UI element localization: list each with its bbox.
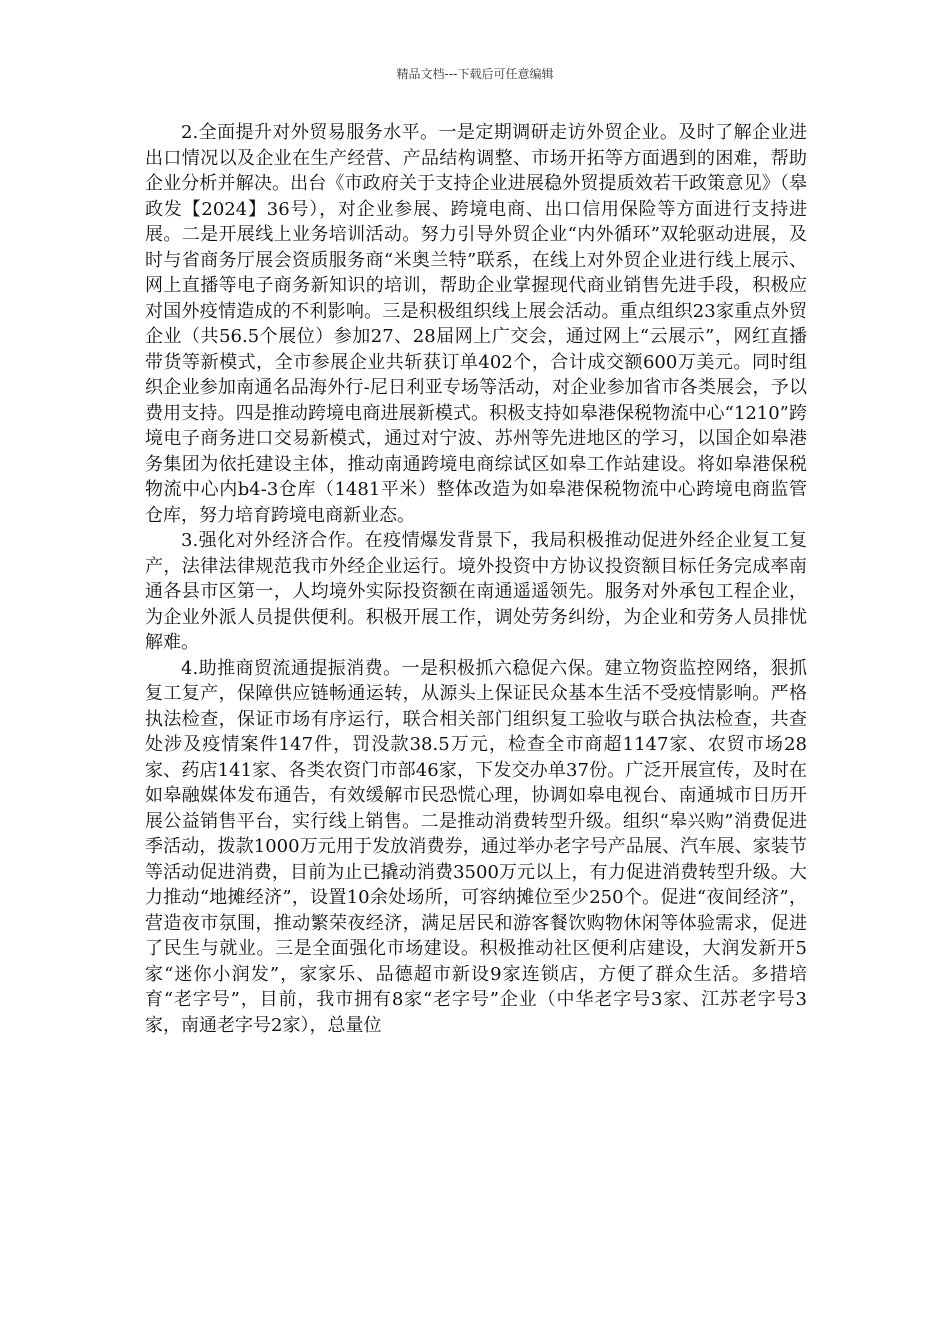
document-body: [145, 120, 807, 1038]
page-header: 精品文档---下载后可任意编辑: [396, 67, 554, 81]
paragraph-foreign-trade-services: 2.全面提升对外贸易服务水平。一是定期调研走访外贸企业。及时了解企业进出口情况以及企业在生产经营、产品结构调整、市场开拓等方面遇到的困难，帮助企业分析并解决。出台《市政府关于支持企业进展稳外贸提质效若干政策意见》（皋政发【2024】36号），对企业参展、跨境电商、出口信用保险等方面进行支持进展。二是开展线上业务培训活动。努力引导外贸企业“内外循环”双轮驱动进展，及时与省商务厅展会资质服务商“米奥兰特”联系，在线上对外贸企业进行线上展示、网上直播等电子商务新知识的培训，帮助企业掌握现代商业销售先进手段，积极应对国外疫情造成的不利影响。三是积极组织线上展会活动。重点组织23家重点外贸企业（共56.5个展位）参加27、28届网上广交会，通过网上“云展示”，网红直播带货等新模式，全市参展企业共斩获订单402个，合计成交额600万美元。同时组织企业参加南通名品海外行-尼日利亚专场等活动，对企业参加省市各类展会，予以费用支持。四是推动跨境电商进展新模式。积极支持如皋港保税物流中心“1210”跨境电子商务进口交易新模式，通过对宁波、苏州等先进地区的学习，以国企如皋港务集团为依托建设主体，推动南通跨境电商综试区如皋工作站建设。将如皋港保税物流中心内b4-3仓库（1481平米）整体改造为如皋港保税物流中心跨境电商监管仓库，努力培育跨境电商新业态。: [145, 122, 807, 526]
paragraph-external-cooperation: 3.强化对外经济合作。在疫情爆发背景下，我局积极推动促进外经企业复工复产，法律法律规范我市外经企业运行。境外投资中方协议投资额目标任务完成率南通各县市区第一，人均境外实际投资额在南通遥遥领先。服务对外承包工程企业，为企业外派人员提供便利。积极开展工作，调处劳务纠纷，为企业和劳务人员排忧解难。: [145, 530, 807, 653]
paragraph-commerce-consumption: 4.助推商贸流通提振消费。一是积极抓六稳促六保。建立物资监控网络，狠抓复工复产，保障供应链畅通运转，从源头上保证民众基本生活不受疫情影响。严格执法检查，保证市场有序运行，联合相关部门组织复工验收与联合执法检查，共查处涉及疫情案件147件，罚没款38.5万元，检查全市商超1147家、农贸市场28家、药店141家、各类农资门市部46家，下发交办单37份。广泛开展宣传，及时在如皋融媒体发布通告，有效缓解市民恐慌心理，协调如皋电视台、南通城市日历开展公益销售平台，实行线上销售。二是推动消费转型升级。组织“皋兴购”消费促进季活动，拨款1000万元用于发放消费券，通过举办老字号产品展、汽车展、家装节等活动促进消费，目前为止已撬动消费3500万元以上，有力促进消费转型升级。大力推动“地摊经济”，设置10余处场所，可容纳摊位至少250个。促进“夜间经济”，营造夜市氛围，推动繁荣夜经济，满足居民和游客餐饮购物休闲等体验需求，促进了民生与就业。三是全面强化市场建设。积极推动社区便利店建设，大润发新开5家“迷你小润发”，家家乐、品德超市新设9家连锁店，方便了群众生活。多措培育“老字号”，目前，我市拥有8家“老字号”企业（中华老字号3家、江苏老字号3家，南通老字号2家），总量位: [145, 657, 807, 1036]
